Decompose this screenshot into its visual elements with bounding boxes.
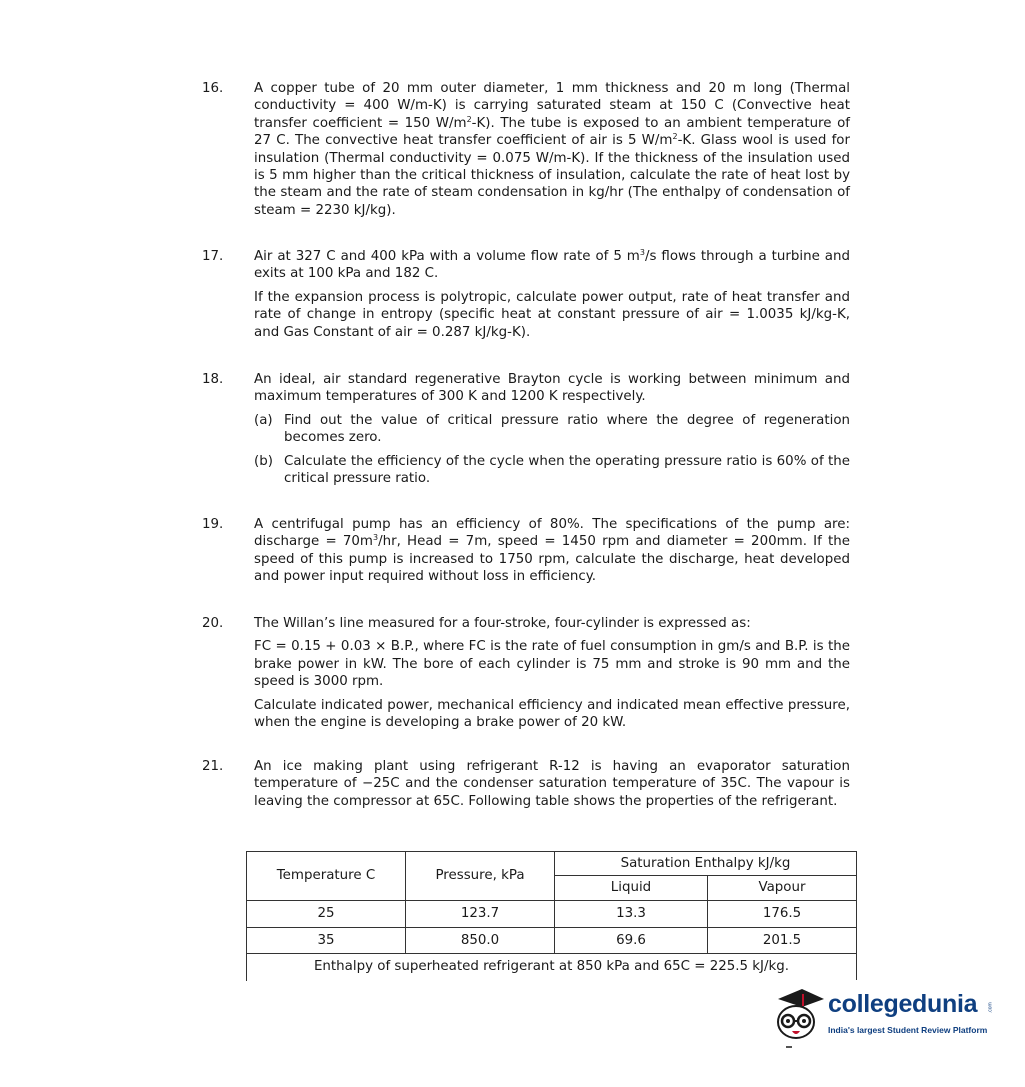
question-text: [254, 248, 850, 341]
paragraph: [254, 615, 850, 632]
paragraph: [254, 248, 850, 283]
refrigerant-properties-table: [246, 851, 857, 980]
sub-question-a: [254, 412, 850, 447]
cell-vapour: 201.5: [708, 928, 857, 954]
paragraph: [254, 516, 850, 586]
text-segment: Air at 327 C and 400 kPa with a volume flow rate of 5 m: [254, 249, 640, 264]
header-vapour: Vapour: [708, 876, 857, 901]
text-segment: An ideal, air standard regenerative Brayton cycle is working between minimum and maximum temperatures of 300 K and 1200 K respectively.: [254, 372, 850, 405]
text-segment: -K. Glass wool is used for insulation (Thermal conductivity = 0.075 W/m-K). If the thickness of the insulation used is 5 mm higher than the critical thickness of insulation, calculate the rate of heat lost by the steam and the rate of steam condensation in kg/hr (The enthalpy of condensation of steam = 2230 kJ/kg).: [254, 133, 850, 218]
text-segment: If the expansion process is polytropic, calculate power output, rate of heat transfer and rate of change in entropy (specific heat at constant pressure of air = 1.0035 kJ/kg-K, and Gas Constant of air = 0.287 kJ/kg-K).: [254, 289, 850, 340]
paragraph: [254, 697, 850, 732]
text-segment: /hr, Head = 7m, speed = 1450 rpm and diameter = 200mm. If the speed of this pump is increased to 1750 rpm, calculate the discharge, heat developed and power input required without loss in efficiency.: [254, 534, 851, 585]
question-number: 16.: [202, 81, 224, 96]
sub-label: (a): [254, 412, 273, 428]
header-temperature: Temperature C: [247, 852, 406, 901]
cell-vapour: 176.5: [708, 901, 857, 928]
logo-tagline: India's largest Student Review Platform: [828, 1025, 988, 1035]
cell-temperature: 35: [247, 928, 406, 954]
question-text: [254, 516, 850, 586]
question-text: [254, 371, 850, 487]
question-number: 17.: [202, 249, 224, 264]
question-number: 20.: [202, 616, 224, 631]
cell-pressure: 123.7: [406, 901, 555, 928]
paragraph: [254, 638, 850, 690]
sub-text: Find out the value of critical pressure ratio where the degree of regeneration becomes zero.: [284, 412, 850, 446]
header-pressure: Pressure, kPa: [406, 852, 555, 901]
header-liquid: Liquid: [555, 876, 708, 901]
text-segment: FC = 0.15 + 0.03 × B.P., where FC is the rate of fuel consumption in gm/s and B.P. is the brake power in kW. The bore of each cylinder is 75 mm and stroke is 90 mm and the speed is 3000 rpm.: [254, 639, 850, 690]
question-text: [254, 615, 850, 731]
cell-liquid: 69.6: [555, 928, 708, 954]
question-text: [254, 758, 850, 810]
paragraph: [254, 758, 850, 810]
table-row: [247, 901, 857, 928]
superscript: 2: [466, 114, 472, 124]
sub-question-b: [254, 453, 850, 488]
text-segment: The Willan’s line measured for a four-stroke, four-cylinder is expressed as:: [254, 616, 751, 631]
paragraph: [254, 371, 850, 406]
question-text: [254, 80, 850, 219]
superscript: 3: [639, 248, 645, 257]
text-segment: A copper tube of 20 mm outer diameter, 1 mm thickness and 20 m long (Thermal conductivity = 400 W/m-K) is carrying saturated steam at 150 C (Convective heat transfer coefficient = 150 W/m: [254, 81, 850, 131]
logo-suffix: .com: [987, 1002, 994, 1014]
text-segment: /s flows through a turbine and exits at 100 kPa and 182 C.: [254, 249, 850, 282]
text-segment: A centrifugal pump has an efficiency of 80%. The specifications of the pump are: discharge = 70m: [254, 517, 850, 550]
cell-pressure: 850.0: [406, 928, 555, 954]
superscript: 2: [672, 132, 678, 142]
paragraph: [254, 289, 850, 341]
superscript: 3: [372, 533, 379, 543]
header-saturation-enthalpy: Saturation Enthalpy kJ/kg: [555, 852, 857, 876]
text-segment: -K). The tube is exposed to an ambient temperature of 27 C. The convective heat transfer coefficient of air is 5 W/m: [254, 115, 850, 149]
paragraph: [254, 80, 850, 219]
table-note: Enthalpy of superheated refrigerant at 850 kPa and 65C = 225.5 kJ/kg.: [247, 954, 857, 980]
cell-liquid: 13.3: [555, 901, 708, 928]
question-number: 19.: [202, 517, 224, 532]
question-number: 21.: [202, 759, 224, 774]
text-segment: An ice making plant using refrigerant R-12 is having an evaporator saturation temperature of −25C and the condenser saturation temperature of 35C. The vapour is leaving the compressor at 65C. Following table shows the properties of the refrigerant.: [254, 759, 850, 809]
sub-label: (b): [254, 453, 273, 469]
table-edge: [246, 975, 247, 981]
question-number: 18.: [202, 372, 224, 387]
cell-temperature: 25: [247, 901, 406, 928]
sub-text: Calculate the efficiency of the cycle when the operating pressure ratio is 60% of the critical pressure ratio.: [284, 453, 850, 487]
mascot-icon: [768, 985, 828, 1055]
collegedunia-logo: [768, 985, 998, 1055]
text-segment: Calculate indicated power, mechanical efficiency and indicated mean effective pressure, when the engine is developing a brake power of 20 kW.: [254, 697, 850, 731]
table-row: [247, 928, 857, 954]
logo-wordmark: collegedunia: [828, 990, 978, 1018]
